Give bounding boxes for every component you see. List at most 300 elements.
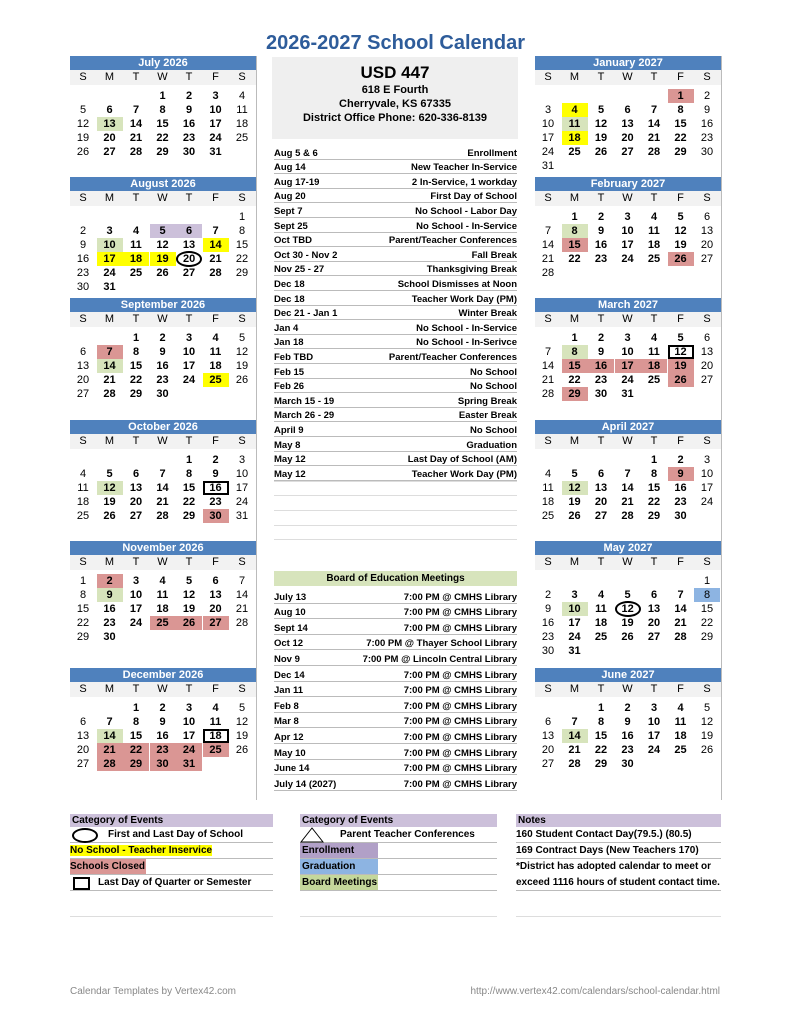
calendar-day[interactable]: [535, 117, 561, 131]
calendar-day[interactable]: [203, 588, 229, 602]
calendar-day[interactable]: [641, 602, 667, 616]
calendar-day[interactable]: [176, 715, 202, 729]
calendar-day[interactable]: [535, 715, 561, 729]
calendar-day[interactable]: [615, 757, 641, 771]
calendar-day[interactable]: [70, 743, 96, 757]
calendar-day[interactable]: [694, 453, 720, 467]
calendar-day[interactable]: [615, 210, 641, 224]
calendar-day[interactable]: [694, 210, 720, 224]
calendar-day[interactable]: [229, 252, 255, 266]
calendar-day[interactable]: [97, 616, 123, 630]
calendar-day[interactable]: [97, 729, 123, 743]
calendar-day[interactable]: [615, 701, 641, 715]
calendar-day[interactable]: [615, 359, 641, 373]
calendar-day[interactable]: [668, 131, 694, 145]
calendar-day[interactable]: [229, 224, 255, 238]
calendar-day[interactable]: [668, 210, 694, 224]
calendar-day[interactable]: [562, 743, 588, 757]
calendar-day[interactable]: [562, 509, 588, 523]
calendar-day[interactable]: [123, 574, 149, 588]
calendar-day[interactable]: [123, 266, 149, 280]
calendar-day[interactable]: [668, 495, 694, 509]
calendar-day[interactable]: [70, 280, 96, 294]
calendar-day[interactable]: [229, 574, 255, 588]
calendar-day[interactable]: [535, 616, 561, 630]
calendar-day[interactable]: [70, 495, 96, 509]
calendar-day[interactable]: [176, 574, 202, 588]
calendar-day[interactable]: [588, 345, 614, 359]
calendar-day[interactable]: [203, 238, 229, 252]
calendar-day[interactable]: [535, 224, 561, 238]
calendar-day[interactable]: [562, 630, 588, 644]
calendar-day[interactable]: [203, 729, 229, 743]
calendar-day[interactable]: [562, 373, 588, 387]
calendar-day[interactable]: [668, 145, 694, 159]
calendar-day[interactable]: [694, 616, 720, 630]
calendar-day[interactable]: [97, 574, 123, 588]
calendar-day[interactable]: [70, 266, 96, 280]
calendar-day[interactable]: [668, 588, 694, 602]
calendar-day[interactable]: [694, 331, 720, 345]
calendar-day[interactable]: [588, 630, 614, 644]
calendar-day[interactable]: [123, 331, 149, 345]
calendar-day[interactable]: [97, 757, 123, 771]
calendar-day[interactable]: [203, 117, 229, 131]
calendar-day[interactable]: [694, 481, 720, 495]
calendar-day[interactable]: [641, 743, 667, 757]
calendar-day[interactable]: [668, 224, 694, 238]
calendar-day[interactable]: [588, 252, 614, 266]
calendar-day[interactable]: [562, 715, 588, 729]
calendar-day[interactable]: [694, 131, 720, 145]
calendar-day[interactable]: [668, 331, 694, 345]
footer-right[interactable]: http://www.vertex42.com/calendars/school-calendar.html: [470, 986, 720, 997]
calendar-day[interactable]: [615, 131, 641, 145]
calendar-day[interactable]: [588, 602, 614, 616]
calendar-day[interactable]: [97, 238, 123, 252]
calendar-day[interactable]: [694, 715, 720, 729]
calendar-day[interactable]: [588, 616, 614, 630]
calendar-day[interactable]: [70, 252, 96, 266]
calendar-day[interactable]: [229, 715, 255, 729]
calendar-day[interactable]: [150, 131, 176, 145]
calendar-day[interactable]: [562, 588, 588, 602]
calendar-day[interactable]: [641, 701, 667, 715]
calendar-day[interactable]: [535, 588, 561, 602]
calendar-day[interactable]: [694, 630, 720, 644]
calendar-day[interactable]: [123, 238, 149, 252]
calendar-day[interactable]: [97, 588, 123, 602]
calendar-day[interactable]: [641, 117, 667, 131]
calendar-day[interactable]: [668, 616, 694, 630]
calendar-day[interactable]: [641, 630, 667, 644]
calendar-day[interactable]: [668, 467, 694, 481]
calendar-day[interactable]: [176, 373, 202, 387]
calendar-day[interactable]: [668, 509, 694, 523]
calendar-day[interactable]: [150, 238, 176, 252]
calendar-day[interactable]: [694, 224, 720, 238]
calendar-day[interactable]: [70, 481, 96, 495]
calendar-day[interactable]: [641, 359, 667, 373]
calendar-day[interactable]: [70, 359, 96, 373]
calendar-day[interactable]: [562, 238, 588, 252]
calendar-day[interactable]: [615, 252, 641, 266]
calendar-day[interactable]: [641, 252, 667, 266]
calendar-day[interactable]: [641, 145, 667, 159]
calendar-day[interactable]: [668, 630, 694, 644]
calendar-day[interactable]: [123, 145, 149, 159]
calendar-day[interactable]: [535, 467, 561, 481]
calendar-day[interactable]: [535, 757, 561, 771]
calendar-day[interactable]: [70, 509, 96, 523]
calendar-day[interactable]: [97, 345, 123, 359]
calendar-day[interactable]: [535, 103, 561, 117]
calendar-day[interactable]: [641, 373, 667, 387]
calendar-day[interactable]: [562, 210, 588, 224]
calendar-day[interactable]: [229, 729, 255, 743]
calendar-day[interactable]: [694, 145, 720, 159]
calendar-day[interactable]: [615, 715, 641, 729]
calendar-day[interactable]: [203, 131, 229, 145]
calendar-day[interactable]: [123, 373, 149, 387]
calendar-day[interactable]: [70, 467, 96, 481]
calendar-day[interactable]: [668, 453, 694, 467]
calendar-day[interactable]: [123, 252, 149, 266]
calendar-day[interactable]: [229, 743, 255, 757]
calendar-day[interactable]: [70, 715, 96, 729]
calendar-day[interactable]: [229, 103, 255, 117]
calendar-day[interactable]: [668, 701, 694, 715]
calendar-day[interactable]: [203, 331, 229, 345]
calendar-day[interactable]: [203, 359, 229, 373]
calendar-day[interactable]: [588, 210, 614, 224]
calendar-day[interactable]: [70, 588, 96, 602]
calendar-day[interactable]: [668, 359, 694, 373]
calendar-day[interactable]: [70, 602, 96, 616]
calendar-day[interactable]: [176, 467, 202, 481]
calendar-day[interactable]: [641, 345, 667, 359]
calendar-day[interactable]: [123, 743, 149, 757]
calendar-day[interactable]: [588, 588, 614, 602]
calendar-day[interactable]: [535, 644, 561, 658]
calendar-day[interactable]: [694, 345, 720, 359]
calendar-day[interactable]: [229, 238, 255, 252]
calendar-day[interactable]: [176, 743, 202, 757]
calendar-day[interactable]: [668, 103, 694, 117]
calendar-day[interactable]: [176, 495, 202, 509]
calendar-day[interactable]: [615, 481, 641, 495]
calendar-day[interactable]: [70, 729, 96, 743]
calendar-day[interactable]: [176, 729, 202, 743]
calendar-day[interactable]: [97, 602, 123, 616]
calendar-day[interactable]: [123, 345, 149, 359]
calendar-day[interactable]: [150, 467, 176, 481]
calendar-day[interactable]: [641, 238, 667, 252]
calendar-day[interactable]: [229, 89, 255, 103]
calendar-day[interactable]: [203, 345, 229, 359]
calendar-day[interactable]: [97, 224, 123, 238]
calendar-day[interactable]: [150, 574, 176, 588]
calendar-day[interactable]: [150, 616, 176, 630]
calendar-day[interactable]: [176, 331, 202, 345]
calendar-day[interactable]: [150, 743, 176, 757]
calendar-day[interactable]: [176, 481, 202, 495]
calendar-day[interactable]: [535, 743, 561, 757]
calendar-day[interactable]: [588, 729, 614, 743]
calendar-day[interactable]: [694, 729, 720, 743]
calendar-day[interactable]: [123, 467, 149, 481]
calendar-day[interactable]: [615, 467, 641, 481]
calendar-day[interactable]: [97, 131, 123, 145]
calendar-day[interactable]: [668, 743, 694, 757]
calendar-day[interactable]: [97, 252, 123, 266]
calendar-day[interactable]: [694, 495, 720, 509]
calendar-day[interactable]: [97, 481, 123, 495]
calendar-day[interactable]: [123, 103, 149, 117]
calendar-day[interactable]: [150, 602, 176, 616]
calendar-day[interactable]: [562, 359, 588, 373]
calendar-day[interactable]: [123, 588, 149, 602]
calendar-day[interactable]: [229, 331, 255, 345]
calendar-day[interactable]: [203, 743, 229, 757]
calendar-day[interactable]: [150, 103, 176, 117]
calendar-day[interactable]: [562, 467, 588, 481]
calendar-day[interactable]: [70, 630, 96, 644]
calendar-day[interactable]: [123, 715, 149, 729]
calendar-day[interactable]: [562, 495, 588, 509]
calendar-day[interactable]: [668, 729, 694, 743]
calendar-day[interactable]: [123, 509, 149, 523]
calendar-day[interactable]: [535, 373, 561, 387]
calendar-day[interactable]: [229, 359, 255, 373]
calendar-day[interactable]: [615, 238, 641, 252]
calendar-day[interactable]: [641, 103, 667, 117]
calendar-day[interactable]: [70, 103, 96, 117]
calendar-day[interactable]: [229, 481, 255, 495]
calendar-day[interactable]: [97, 495, 123, 509]
calendar-day[interactable]: [668, 373, 694, 387]
calendar-day[interactable]: [123, 729, 149, 743]
calendar-day[interactable]: [203, 89, 229, 103]
calendar-day[interactable]: [588, 757, 614, 771]
calendar-day[interactable]: [535, 602, 561, 616]
calendar-day[interactable]: [694, 467, 720, 481]
calendar-day[interactable]: [97, 373, 123, 387]
calendar-day[interactable]: [229, 345, 255, 359]
calendar-day[interactable]: [150, 345, 176, 359]
calendar-day[interactable]: [150, 266, 176, 280]
calendar-day[interactable]: [588, 387, 614, 401]
calendar-day[interactable]: [176, 252, 202, 266]
calendar-day[interactable]: [588, 715, 614, 729]
calendar-day[interactable]: [176, 238, 202, 252]
calendar-day[interactable]: [641, 616, 667, 630]
calendar-day[interactable]: [150, 252, 176, 266]
calendar-day[interactable]: [588, 373, 614, 387]
calendar-day[interactable]: [229, 453, 255, 467]
calendar-day[interactable]: [615, 509, 641, 523]
calendar-day[interactable]: [150, 729, 176, 743]
calendar-day[interactable]: [150, 224, 176, 238]
calendar-day[interactable]: [615, 103, 641, 117]
calendar-day[interactable]: [641, 588, 667, 602]
calendar-day[interactable]: [694, 701, 720, 715]
calendar-day[interactable]: [123, 495, 149, 509]
calendar-day[interactable]: [562, 252, 588, 266]
calendar-day[interactable]: [668, 238, 694, 252]
calendar-day[interactable]: [203, 495, 229, 509]
calendar-day[interactable]: [562, 103, 588, 117]
calendar-day[interactable]: [176, 453, 202, 467]
calendar-day[interactable]: [694, 602, 720, 616]
calendar-day[interactable]: [694, 238, 720, 252]
calendar-day[interactable]: [615, 224, 641, 238]
calendar-day[interactable]: [150, 495, 176, 509]
calendar-day[interactable]: [123, 387, 149, 401]
calendar-day[interactable]: [535, 159, 561, 173]
calendar-day[interactable]: [562, 224, 588, 238]
calendar-day[interactable]: [97, 103, 123, 117]
calendar-day[interactable]: [588, 743, 614, 757]
footer-left[interactable]: Calendar Templates by Vertex42.com: [70, 986, 237, 997]
calendar-day[interactable]: [641, 331, 667, 345]
calendar-day[interactable]: [150, 509, 176, 523]
calendar-day[interactable]: [150, 757, 176, 771]
calendar-day[interactable]: [97, 280, 123, 294]
calendar-day[interactable]: [562, 602, 588, 616]
calendar-day[interactable]: [615, 729, 641, 743]
calendar-day[interactable]: [70, 131, 96, 145]
calendar-day[interactable]: [97, 359, 123, 373]
calendar-day[interactable]: [150, 145, 176, 159]
calendar-day[interactable]: [588, 509, 614, 523]
calendar-day[interactable]: [668, 715, 694, 729]
calendar-day[interactable]: [668, 89, 694, 103]
calendar-day[interactable]: [641, 453, 667, 467]
calendar-day[interactable]: [668, 345, 694, 359]
calendar-day[interactable]: [229, 373, 255, 387]
calendar-day[interactable]: [588, 331, 614, 345]
calendar-day[interactable]: [588, 131, 614, 145]
calendar-day[interactable]: [123, 131, 149, 145]
calendar-day[interactable]: [229, 602, 255, 616]
calendar-day[interactable]: [203, 103, 229, 117]
calendar-day[interactable]: [176, 588, 202, 602]
calendar-day[interactable]: [641, 224, 667, 238]
calendar-day[interactable]: [588, 117, 614, 131]
calendar-day[interactable]: [588, 145, 614, 159]
calendar-day[interactable]: [176, 616, 202, 630]
calendar-day[interactable]: [562, 757, 588, 771]
calendar-day[interactable]: [588, 481, 614, 495]
calendar-day[interactable]: [615, 630, 641, 644]
calendar-day[interactable]: [535, 252, 561, 266]
calendar-day[interactable]: [203, 467, 229, 481]
calendar-day[interactable]: [203, 266, 229, 280]
calendar-day[interactable]: [229, 131, 255, 145]
calendar-day[interactable]: [229, 509, 255, 523]
calendar-day[interactable]: [176, 103, 202, 117]
calendar-day[interactable]: [615, 616, 641, 630]
calendar-day[interactable]: [615, 588, 641, 602]
calendar-day[interactable]: [535, 729, 561, 743]
calendar-day[interactable]: [150, 715, 176, 729]
calendar-day[interactable]: [97, 743, 123, 757]
calendar-day[interactable]: [694, 252, 720, 266]
calendar-day[interactable]: [615, 331, 641, 345]
calendar-day[interactable]: [615, 743, 641, 757]
calendar-day[interactable]: [535, 387, 561, 401]
calendar-day[interactable]: [150, 89, 176, 103]
calendar-day[interactable]: [668, 117, 694, 131]
calendar-day[interactable]: [70, 224, 96, 238]
calendar-day[interactable]: [229, 616, 255, 630]
calendar-day[interactable]: [229, 266, 255, 280]
calendar-day[interactable]: [70, 387, 96, 401]
calendar-day[interactable]: [70, 757, 96, 771]
calendar-day[interactable]: [176, 757, 202, 771]
calendar-day[interactable]: [150, 588, 176, 602]
calendar-day[interactable]: [535, 630, 561, 644]
calendar-day[interactable]: [176, 117, 202, 131]
calendar-day[interactable]: [588, 359, 614, 373]
calendar-day[interactable]: [668, 481, 694, 495]
calendar-day[interactable]: [694, 588, 720, 602]
calendar-day[interactable]: [562, 331, 588, 345]
calendar-day[interactable]: [97, 266, 123, 280]
calendar-day[interactable]: [562, 481, 588, 495]
calendar-day[interactable]: [694, 373, 720, 387]
calendar-day[interactable]: [641, 715, 667, 729]
calendar-day[interactable]: [562, 131, 588, 145]
calendar-day[interactable]: [562, 345, 588, 359]
calendar-day[interactable]: [562, 145, 588, 159]
calendar-day[interactable]: [615, 145, 641, 159]
calendar-day[interactable]: [97, 630, 123, 644]
calendar-day[interactable]: [123, 616, 149, 630]
calendar-day[interactable]: [150, 359, 176, 373]
calendar-day[interactable]: [176, 131, 202, 145]
calendar-day[interactable]: [176, 359, 202, 373]
calendar-day[interactable]: [150, 117, 176, 131]
calendar-day[interactable]: [694, 117, 720, 131]
calendar-day[interactable]: [176, 145, 202, 159]
calendar-day[interactable]: [203, 602, 229, 616]
calendar-day[interactable]: [176, 224, 202, 238]
calendar-day[interactable]: [229, 495, 255, 509]
calendar-day[interactable]: [641, 210, 667, 224]
calendar-day[interactable]: [641, 495, 667, 509]
calendar-day[interactable]: [176, 602, 202, 616]
calendar-day[interactable]: [615, 602, 641, 616]
calendar-day[interactable]: [203, 701, 229, 715]
calendar-day[interactable]: [615, 345, 641, 359]
calendar-day[interactable]: [535, 481, 561, 495]
calendar-day[interactable]: [97, 715, 123, 729]
calendar-day[interactable]: [588, 238, 614, 252]
calendar-day[interactable]: [588, 701, 614, 715]
calendar-day[interactable]: [176, 266, 202, 280]
calendar-day[interactable]: [668, 252, 694, 266]
calendar-day[interactable]: [123, 224, 149, 238]
calendar-day[interactable]: [588, 103, 614, 117]
calendar-day[interactable]: [203, 145, 229, 159]
calendar-day[interactable]: [123, 117, 149, 131]
calendar-day[interactable]: [203, 509, 229, 523]
calendar-day[interactable]: [615, 117, 641, 131]
calendar-day[interactable]: [535, 266, 561, 280]
calendar-day[interactable]: [535, 238, 561, 252]
